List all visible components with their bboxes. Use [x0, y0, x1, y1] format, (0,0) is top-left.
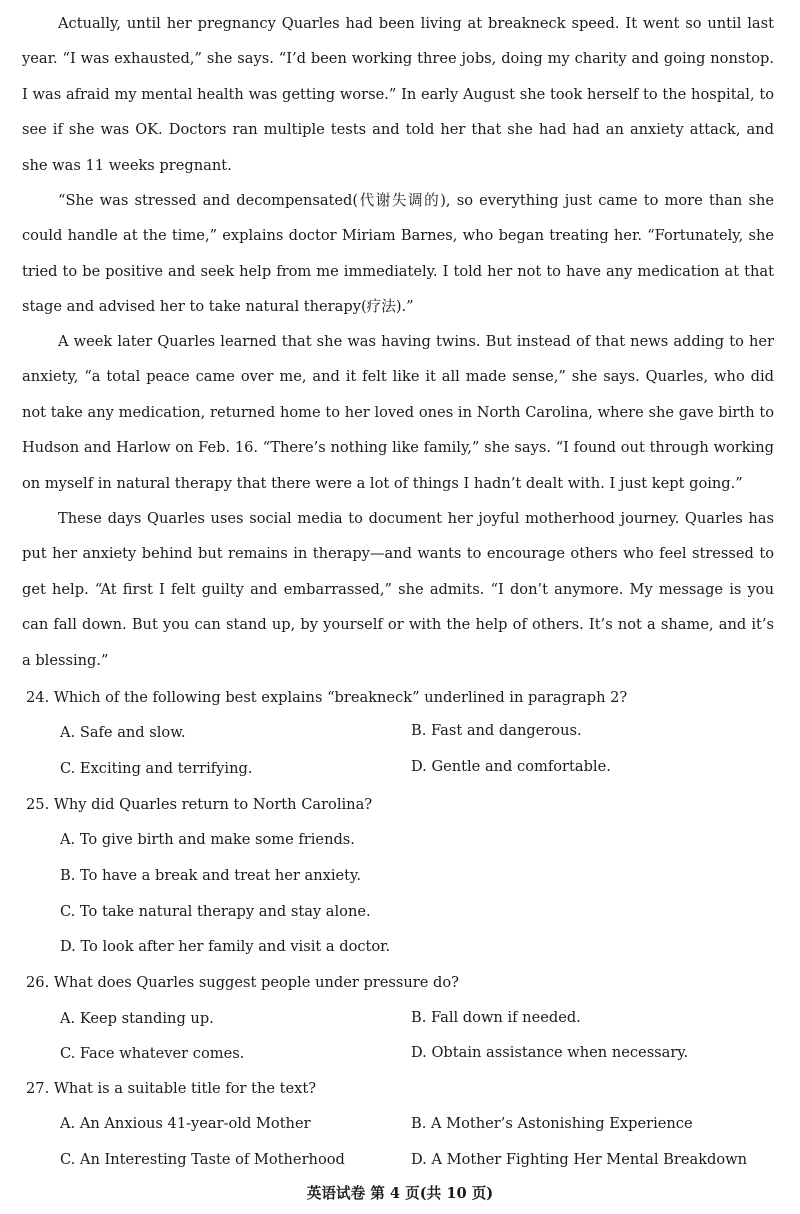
question-26-option-c: C. Face whatever comes.: [60, 1045, 245, 1062]
question-24-option-a: A. Safe and slow.: [60, 724, 186, 741]
question-25-option-c: C. To take natural therapy and stay alone.: [60, 903, 371, 920]
question-26-option-a: A. Keep standing up.: [60, 1010, 214, 1027]
question-26-stem: 26. What does Quarles suggest people under pressure do?: [26, 974, 459, 991]
question-27-option-d: D. A Mother Fighting Her Mental Breakdown: [411, 1151, 748, 1168]
question-26-option-d: D. Obtain assistance when necessary.: [411, 1044, 689, 1061]
question-26-option-b: B. Fall down if needed.: [411, 1009, 581, 1026]
question-27-option-a: A. An Anxious 41-year-old Mother: [60, 1115, 311, 1132]
question-25-stem: 25. Why did Quarles return to North Carolina?: [26, 796, 373, 813]
question-27-stem: 27. What is a suitable title for the text?: [26, 1080, 317, 1097]
page-footer: 英语试卷 第 4 页(共 10 页): [306, 1185, 494, 1202]
question-27-option-b: B. A Mother’s Astonishing Experience: [411, 1115, 693, 1132]
question-24-option-d: D. Gentle and comfortable.: [411, 758, 611, 775]
paragraph-4: These days Quarles uses social media to document her joyful motherhood journey. Quarles has put her anxiety behind but remains in therapy—and wants to encourage others who feel stressed to get help. “At first I felt guilty and embarrassed,” she admits. “I don’t anymore. My message is you can fall down. But you can stand up, by yourself or with the help of others. It’s not a shame, and it’s a blessing.”: [22, 510, 774, 669]
paragraph-1: Actually, until her pregnancy Quarles had been living at breakneck speed. It went so until last year. “I was exhausted,” she says. “I’d been working three jobs, doing my charity and going nonstop. I was afraid my mental health was getting worse.” In early August she took herself to the hospital, to see if she was OK. Doctors ran multiple tests and told her that she had had an anxiety attack, and she was 11 weeks pregnant.: [22, 15, 774, 174]
question-24-option-b: B. Fast and dangerous.: [411, 722, 582, 739]
question-25-option-a: A. To give birth and make some friends.: [60, 831, 355, 848]
question-24-stem: 24. Which of the following best explains “breakneck” underlined in paragraph 2?: [26, 689, 628, 706]
paragraph-3: A week later Quarles learned that she was having twins. But instead of that news adding to her anxiety, “a total peace came over me, and it felt like it all made sense,” she says. Quarles, who did not take any medication, returned home to her loved ones in North Carolina, where she gave birth to Hudson and Harlow on Feb. 16. “There’s nothing like family,” she says. “I found out through working on myself in natural therapy that there were a lot of things I hadn’t dealt with. I just kept going.”: [22, 333, 774, 492]
question-24-option-c: C. Exciting and terrifying.: [60, 760, 253, 777]
question-27-option-c: C. An Interesting Taste of Motherhood: [60, 1151, 345, 1168]
paragraph-2: “She was stressed and decompensated(代谢失调的), so everything just came to more than she could handle at the time,” explains doctor Miriam Barnes, who began treating her. “Fortunately, she tried to be positive and seek help from me immediately. I told her not to have any medication at that stage and advised her to take natural therapy(疗法).”: [22, 192, 774, 316]
question-25-option-b: B. To have a break and treat her anxiety.: [60, 867, 361, 884]
question-25-option-d: D. To look after her family and visit a doctor.: [60, 938, 391, 955]
